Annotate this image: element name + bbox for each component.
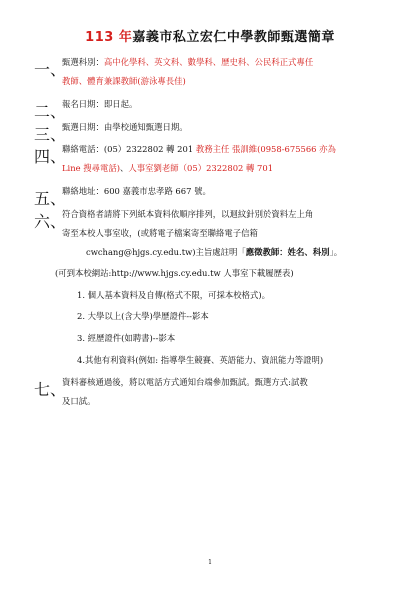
page-number: 1: [208, 559, 212, 566]
item-4-contact-1: 教務主任 張訓維(0958-675566 亦為: [195, 144, 336, 154]
item-4-contact-2: 人事室劉老師（05）2322802 轉 701: [128, 163, 274, 173]
item-6-email-text: cwchang@hjgs.cy.edu.tw)主旨處註明「: [86, 247, 246, 257]
item-6-sub-1: 1. 個人基本資料及自傳(格式不限，可採本校格式)。: [77, 290, 271, 300]
item-6-close-quote: 」。: [329, 247, 343, 257]
item-4-line-2: [62, 163, 273, 174]
item-6-sub-3: 3. 經歷證件(如聘書)--影本: [77, 333, 176, 343]
item-6-number: 六、: [34, 212, 67, 231]
page-title: [0, 26, 420, 45]
item-6-line-2: 寄至本校人事室收，(或將電子檔案寄至聯絡電子信箱: [62, 228, 258, 238]
item-3-number: 三、: [34, 125, 67, 144]
item-6-website-note: (可到本校網站:http://www.hjgs.cy.edu.tw 人事室下載履歷表): [55, 268, 294, 278]
item-2-text: 報名日期：即日起。: [62, 99, 138, 109]
item-2-number: 二、: [34, 102, 67, 121]
item-4-separator: 、: [120, 163, 129, 173]
item-4-number: 四、: [34, 147, 67, 166]
item-4-line-1: [62, 144, 336, 155]
item-7-number: 七、: [34, 380, 67, 399]
item-5-number: 五、: [34, 189, 67, 208]
item-5-text: 聯絡地址：600 嘉義市忠孝路 667 號。: [62, 186, 211, 196]
item-7-line-1: 資料審核通過後，將以電話方式通知台端參加甄試。甄選方式:試教: [62, 377, 308, 387]
item-6-line-3: [86, 247, 342, 258]
item-1-label: 甄選科別：: [62, 57, 104, 67]
item-6-sub-2: 2. 大學以上(含大學)學歷證件--影本: [77, 311, 209, 321]
item-6-subject-format: 應徵教師：姓名、科別: [245, 247, 330, 257]
item-7-line-2: 及口試。: [62, 396, 96, 406]
title-text: 嘉義市私立宏仁中學教師甄選簡章: [132, 30, 335, 45]
item-6-sub-4: 4.其他有利資料(例如: 指導學生競賽、英語能力、資訊能力等證明): [77, 355, 324, 365]
item-1-subjects: 高中化學科、英文科、數學科、歷史科、公民科正式專任: [103, 57, 314, 67]
title-year: 113 年: [85, 30, 133, 45]
item-4-label: 聯絡電話：(05）2322802 轉 201: [62, 144, 194, 154]
item-1-line-1: [62, 57, 313, 68]
item-4-line-note: Line 搜尋電話): [62, 163, 121, 173]
item-1-line-2: 教師、體育兼課教師(游泳專長佳): [62, 76, 186, 86]
item-3-text: 甄選日期：由學校通知甄選日期。: [62, 122, 188, 132]
item-6-line-1: 符合資格者請將下列紙本資料依順序排列，以迴紋針別於資料左上角: [62, 209, 314, 219]
item-1-number: 一、: [34, 60, 67, 79]
